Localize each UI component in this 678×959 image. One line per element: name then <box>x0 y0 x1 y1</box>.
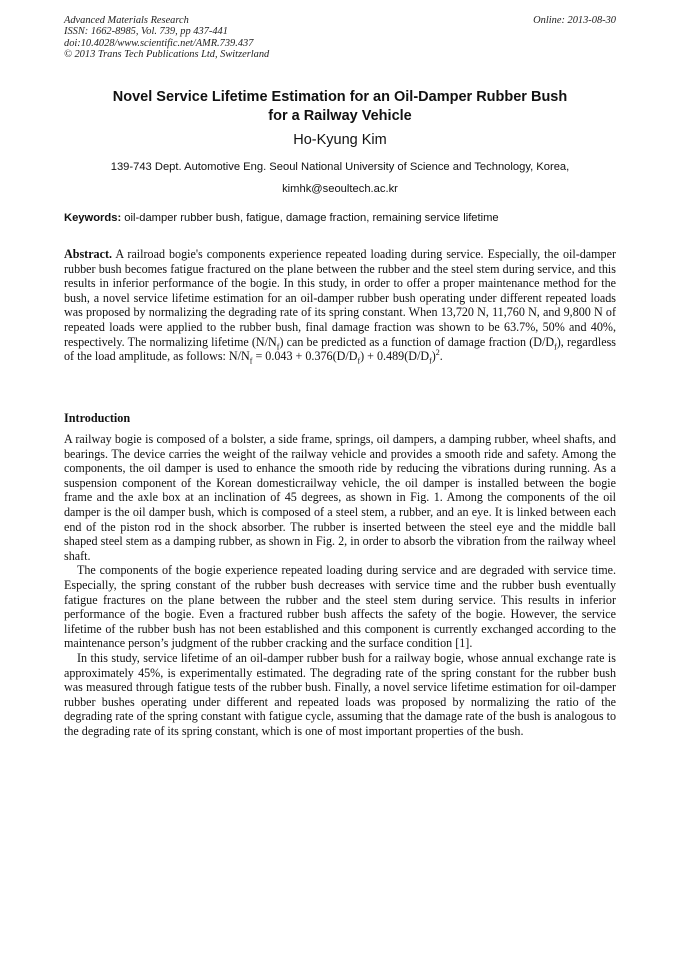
journal-header <box>64 15 616 61</box>
author-email: kimhk@seoultech.ac.kr <box>282 183 398 195</box>
abstract-text-3: ), regardless of the load amplitude, as follows: N/N <box>64 334 616 364</box>
abstract-text-5: ) + 0.489(D/D <box>360 349 430 364</box>
title-line-2: for a Railway Vehicle <box>268 108 412 124</box>
abstract-superscript: 2 <box>435 348 440 358</box>
paper-title <box>64 88 616 126</box>
online-date: Online: 2013-08-30 <box>533 15 616 26</box>
title-line-1: Novel Service Lifetime Estimation for an Oil-Damper Rubber Bush <box>112 89 568 105</box>
intro-paragraph-1: A railway bogie is composed of a bolster, a side frame, springs, oil dampers, a damping rubber, wheel shafts, and bearings. The device carries the weight of the railway vehicle and provides a smooth ride and safety. Among the components, the oil damper is used to enhance the smooth ride by reducing the vibrations during running. As a suspension component of the Korean domesticrailway vehicle, the oil damper is installed between the bogie frame and the axle box at an inclination of 45 degrees, as shown in Fig. 1. Among the components of the oil damper is the oil damper bush, which is composed of a steel stem, a rubber, and an eye. It is linked between each end of the piston rod in the shock absorber. The rubber is inserted between the steel eye and the middle ball shaped steel stem as a damping rubber, as shown in Fig. 2, in order to absorb the vibration from the railway wheel shaft. <box>64 432 616 563</box>
journal-name: Advanced Materials Research <box>64 15 189 26</box>
journal-copyright: © 2013 Trans Tech Publications Ltd, Switzerland <box>64 49 270 61</box>
introduction-body <box>64 432 616 738</box>
keywords-label: Keywords: <box>64 212 122 224</box>
abstract-subscript: f <box>276 341 280 351</box>
author-name: Ho-Kyung Kim <box>293 132 387 148</box>
abstract-text: A railroad bogie's components experience repeated loading during service. Especially, the oil-damper rubber bush becomes fatigue fractured on the plane between the rubber and the steel stem during service, and this results in inferior performance of the bogie. In this study, in order to offer a proper maintenance method for the bush, a novel service lifetime estimation for an oil-damper rubber bush operating under different repeated loads was proposed by normalizing the degrading rate of its spring constant. When 13,720 N, 11,760 N, and 9,800 N of repeated loads were applied to the rubber bush, final damage fraction was shown to be 63.7%, 50% and 40%, respectively. The normalizing lifetime (N/N <box>64 247 616 349</box>
abstract-text-7: . <box>439 349 443 364</box>
abstract-text-4: = 0.043 + 0.376(D/D <box>252 349 358 364</box>
keywords-text: oil-damper rubber bush, fatigue, damage fraction, remaining service lifetime <box>121 212 499 224</box>
journal-issn: ISSN: 1662-8985, Vol. 739, pp 437-441 <box>64 26 228 38</box>
abstract-text-6: ) <box>431 349 436 364</box>
affiliation-text: 139-743 Dept. Automotive Eng. Seoul National University of Science and Technology, Korea, <box>110 161 570 173</box>
section-heading-introduction: Introduction <box>64 411 131 425</box>
journal-doi: doi:10.4028/www.scientific.net/AMR.739.437 <box>64 37 254 49</box>
author-affiliation <box>64 156 616 200</box>
abstract-subscript: f <box>554 341 557 351</box>
abstract-subscript: f <box>429 356 432 366</box>
keywords <box>64 211 616 226</box>
abstract-subscript: f <box>249 356 253 366</box>
abstract-text-2: ) can be predicted as a function of damage fraction (D/D <box>279 334 555 349</box>
abstract-label: Abstract. <box>64 247 113 261</box>
intro-paragraph-3: In this study, service lifetime of an oil-damper rubber bush for a railway bogie, whose annual exchange rate is approximately 45%, is experimentally estimated. The degrading rate of the spring constant for the rubber bush was measured through fatigue tests of the rubber bush. Finally, a novel service lifetime estimation for oil-damper rubber bushes operating under different and repeated loads was proposed by normalizing the ratio of the degrading rate of the spring constant with fatigue cycle, assuming that the damage rate of the bush is analogous to the degrading rate of its spring constant, which is one of most important properties of the bush. <box>64 650 616 738</box>
abstract <box>64 247 616 364</box>
abstract-subscript: f <box>357 356 361 366</box>
intro-paragraph-2: The components of the bogie experience repeated loading during service and are degraded with service time. Especially, the spring constant of the rubber bush decreases with service time and the rubber bush eventually fatigue fractures on the plane between the rubber and the steel stem during service. This results in inferior performance of the bogie. Even a fractured rubber bush affects the safety of the bogie. However, the service lifetime of the rubber bush has not been established and this component is currently exchanged according to the maintenance person’s judgment of the rubber cracking and the surface condition [1]. <box>64 563 616 651</box>
